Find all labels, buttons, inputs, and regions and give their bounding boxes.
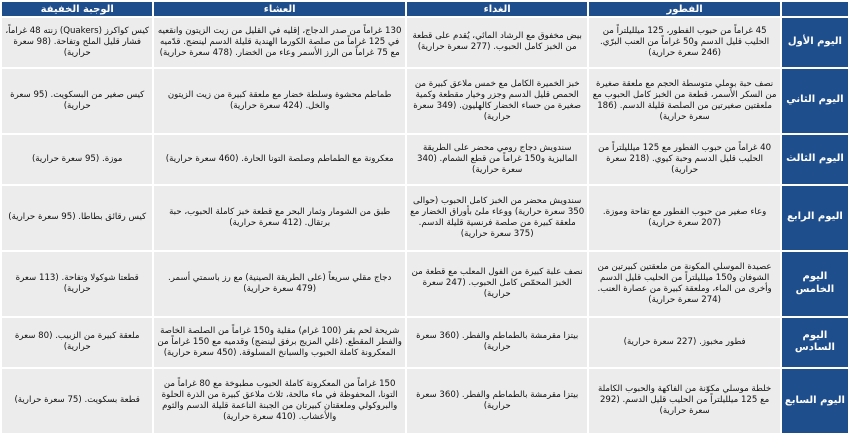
day-label: اليوم الرابع [782, 186, 848, 250]
lunch-cell: نصف علبة كبيرة من الفول المعلب مع قطعة من الخبز المحمّص كامل الحبوب. (247 سعرة حرارية) [407, 252, 587, 316]
breakfast-cell: عصيدة الموسلي المكونة من ملعقتين كبيرتين من الشوفان و150 ميلليلتراً من الحليب قليل الدسم وأخرى من الماء، وملعقة كبيرة من عصارة العنب. (274 سعرة حرارية) [589, 252, 779, 316]
table-row [2, 135, 848, 184]
header-day [782, 2, 848, 16]
header-breakfast: الفطور [589, 2, 779, 16]
snack-cell: كيس كواكرز (Quakers) زنته 48 غراماً، فشار قليل الملح وتفاحة. (98 سعرة حرارية) [2, 18, 152, 67]
breakfast-cell: خلطة موسلي مكوّنة من الفاكهة والحبوب الكاملة مع 125 ميلليلتراً من الحليب قليل الدسم. (292 سعرة حرارية) [589, 369, 779, 433]
day-label: اليوم الأول [782, 18, 848, 67]
breakfast-cell: نصف حبة بوملي متوسطة الحجم مع ملعقة صغيرة من السكر الأسمر، قطعة من الخبز كامل الحبوب مع ملعقتين صغيرتين من الصلصة قليلة الدسم. (186 سعرة حرارية) [589, 69, 779, 133]
lunch-cell: سندويش محضر من الخبز كامل الحبوب (حوالى 350 سعرة حرارية) ووعاء ملئ بأوراق الخضار مع ملعقة كبيرة من صلصة فرنسية قليلة الدسم. (375 سعرة حرارية) [407, 186, 587, 250]
dinner-cell: طبق من الشومار وثمار البحر مع قطعة خبز كاملة الحبوب، حبة برتقال. (412 سعرة حرارية) [154, 186, 405, 250]
breakfast-cell: 45 غراماً من حبوب الفطور، 125 ميلليلتراً من الحليب قليل الدسم و50 غراماً من العنب البرّي. (246 سعرة حرارية) [589, 18, 779, 67]
day-label: اليوم الخامس [782, 252, 848, 316]
day-label: اليوم الثاني [782, 69, 848, 133]
snack-cell: كيس رقائق بطاطا. (95 سعرة حرارية) [2, 186, 152, 250]
lunch-cell: بيض مخفوق مع الرشاد المائي، يُقدم على قطعة من الخبز كامل الحبوب. (277 سعرة حرارية) [407, 18, 587, 67]
breakfast-cell: فطور مخبوز. (227 سعرة حرارية) [589, 318, 779, 367]
lunch-cell: خبز الخميرة الكامل مع خمس ملاعق كبيرة من الحمص قليل الدسم وجزر وخيار مقطعة وكمية صغيرة من حساء الخضار كالهليون. (349 سعرة حرارية) [407, 69, 587, 133]
table-row [2, 69, 848, 133]
day-label: اليوم السادس [782, 318, 848, 367]
breakfast-cell: وعاء صغير من حبوب الفطور مع تفاحة وموزة. (207 سعرة حرارية) [589, 186, 779, 250]
dinner-cell: طماطم محشوة وسلطة خضار مع ملعقة كبيرة من زيت الزيتون والخل. (424 سعرة حرارية) [154, 69, 405, 133]
table-row [2, 18, 848, 67]
table-row [2, 369, 848, 433]
lunch-cell: بيتزا مقرمشة بالطماطم والفطر. (360 سعرة حرارية) [407, 369, 587, 433]
table-row [2, 252, 848, 316]
table-row [2, 186, 848, 250]
snack-cell: ملعقة كبيرة من الزبيب. (80 سعرة حرارية) [2, 318, 152, 367]
dinner-cell: معكرونة مع الطماطم وصلصة التونا الحارة. (460 سعرة حرارية) [154, 135, 405, 184]
dinner-cell: دجاج مقلي سريعاً (على الطريقة الصينية) مع رز باسمتي أسمر. (479 سعرة حرارية) [154, 252, 405, 316]
lunch-cell: سندويش دجاج رومي محضر على الطريقة المالبزية و150 غراماً من قطع الشمام. (340 سعرة حرارية) [407, 135, 587, 184]
header-dinner: العشاء [154, 2, 405, 16]
lunch-cell: بيتزا مقرمشة بالطماطم والفطر. (360 سعرة حرارية) [407, 318, 587, 367]
table-row [2, 318, 848, 367]
header-lunch: الغداء [407, 2, 587, 16]
header-row [2, 2, 848, 16]
snack-cell: قطعتا شوكولا وتفاحة. (113 سعرة حرارية) [2, 252, 152, 316]
snack-cell: موزة. (95 سعرة حرارية) [2, 135, 152, 184]
dinner-cell: 150 غراماً من المعكرونة كاملة الحبوب مطبوخة مع 80 غراماً من التونا، المحفوظة في ماء مالحة، ثلاث ملاعق كبيرة من الذرة الحلوة والبروكولي وملعقتان كبيرتان من الجبنة الناعمة قليلة الدسم والثوم والأعشاب. (410 سعرة حرارية) [154, 369, 405, 433]
snack-cell: قطعة بسكويت. (75 سعرة حرارية) [2, 369, 152, 433]
dinner-cell: شريحة لحم بقر (100 غرام) مقلية و150 غراماً من الصلصة الخاصة والفطر المقطع. (غلي المزيج برفق لينضج) وقدميه مع 150 غراماً من المعكرونة كاملة الحبوب والسبانخ المسلوقة. (450 سعرة حرارية) [154, 318, 405, 367]
header-snack: الوجبة الخفيفة [2, 2, 152, 16]
day-label: اليوم الثالث [782, 135, 848, 184]
dinner-cell: 130 غراماً من صدر الدجاج، إقليه في القليل من زيت الزيتون وانقعيه في 125 غراماً من صلصة الكورما الهندية قليلة الدسم لينضج. قدّميه مع 75 غراماً من الرز الأسمر وعاء من الخضار. (478 سعرة حرارية) [154, 18, 405, 67]
snack-cell: كيس صغير من البسكويت. (95 سعرة حرارية) [2, 69, 152, 133]
breakfast-cell: 40 غراماً من حبوب الفطور مع 125 ميلليلتراً من الحليب قليل الدسم وحبة كيوي. (218 سعرة حرارية) [589, 135, 779, 184]
day-label: اليوم السابع [782, 369, 848, 433]
